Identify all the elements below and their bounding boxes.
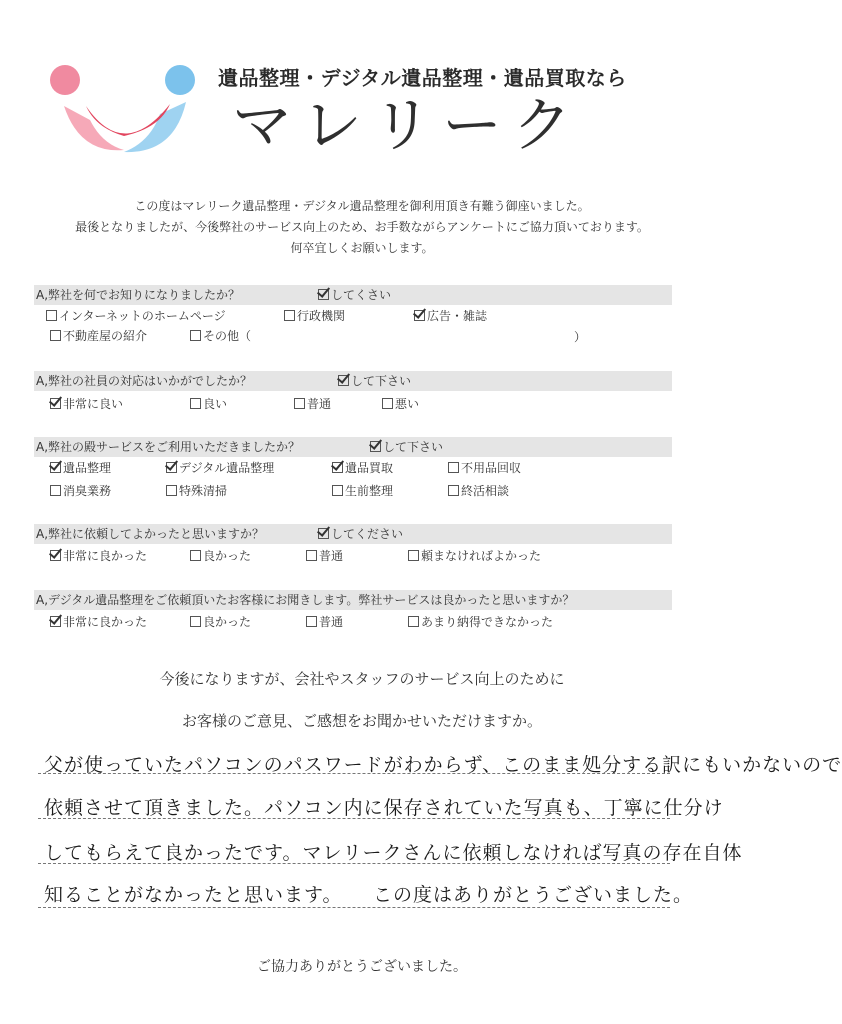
checkbox-icon[interactable]	[306, 616, 317, 627]
q2-option-normal[interactable]: 普通	[294, 396, 331, 412]
comment-line: 知ることがなかったと思います。 この度はありがとうございました。	[44, 884, 693, 906]
q1-option-government[interactable]: 行政機関	[284, 308, 345, 324]
question-3-instruction: して下さい	[370, 437, 443, 457]
checkbox-icon[interactable]	[190, 398, 201, 409]
checkbox-icon[interactable]	[382, 398, 393, 409]
feedback-prompt-line: 今後になりますが、会社やスタッフのサービス向上のために	[159, 670, 565, 688]
checkbox-icon[interactable]	[190, 330, 201, 341]
question-2-instruction: して下さい	[338, 371, 411, 391]
q5-option-good[interactable]: 良かった	[190, 614, 251, 630]
q2-option-very-good[interactable]: 非常に良い	[50, 396, 123, 412]
checkbox-icon[interactable]	[50, 550, 61, 561]
q1-option-other[interactable]: その他（	[190, 328, 251, 344]
feedback-prompt-line: お客様のご意見、ご感想をお聞かせいただけますか。	[181, 712, 542, 730]
checkbox-icon[interactable]	[46, 310, 57, 321]
question-5-text: A,デジタル遺品整理をご依頼頂いたお客様にお聞きします。弊社サービスは良かったと思いますか？	[36, 593, 575, 607]
checkbox-icon[interactable]	[294, 398, 305, 409]
q2-option-bad[interactable]: 悪い	[382, 396, 419, 412]
q4-option-good[interactable]: 良かった	[190, 548, 251, 564]
comment-line: 依頼させて頂きました。パソコン内に保存されていた写真も、丁寧に仕分け	[44, 797, 724, 819]
intro-text	[0, 196, 724, 259]
ruled-line	[38, 907, 670, 908]
ruled-line	[38, 818, 670, 819]
question-1-text: A,弊社を何でお知りになりましたか？	[36, 288, 241, 302]
checkbox-icon	[318, 289, 329, 300]
q1-option-advertising[interactable]: 広告・雑誌	[414, 308, 487, 324]
q1-option-real-estate[interactable]: 不動産屋の紹介	[50, 328, 147, 344]
question-5-header	[34, 590, 672, 610]
q3-option-purchase[interactable]: 遺品買取	[332, 460, 393, 476]
intro-line: この度はマレリーク遺品整理・デジタル遺品整理を御利用頂き有難う御座いました。	[134, 199, 590, 213]
checkbox-icon[interactable]	[414, 310, 425, 321]
checkbox-icon[interactable]	[50, 462, 61, 473]
q1-other-close: ）	[574, 330, 587, 344]
checkbox-icon	[318, 528, 329, 539]
q3-option-end-of-life-consult[interactable]: 終活相談	[448, 483, 509, 499]
checkbox-icon[interactable]	[166, 485, 177, 496]
question-2-text: A,弊社の社員の対応はいかがでしたか？	[36, 374, 253, 388]
question-4-instruction: してください	[318, 524, 403, 544]
checkbox-icon[interactable]	[284, 310, 295, 321]
checkbox-icon[interactable]	[408, 616, 419, 627]
q5-option-not-satisfied[interactable]: あまり納得できなかった	[408, 614, 553, 630]
checkbox-icon[interactable]	[408, 550, 419, 561]
checkbox-icon[interactable]	[306, 550, 317, 561]
checkbox-icon[interactable]	[190, 550, 201, 561]
q3-option-junk-removal[interactable]: 不用品回収	[448, 460, 521, 476]
checkbox-icon[interactable]	[332, 462, 343, 473]
checkbox-icon[interactable]	[50, 330, 61, 341]
question-3-text: A,弊社の殿サービスをご利用いただきましたか？	[36, 440, 301, 454]
checkbox-icon[interactable]	[50, 616, 61, 627]
checkbox-icon[interactable]	[332, 485, 343, 496]
question-4-text: A,弊社に依頼してよかったと思いますか？	[36, 527, 265, 541]
q3-option-estate-clearing[interactable]: 遺品整理	[50, 460, 111, 476]
ruled-line	[38, 773, 670, 774]
checkbox-icon[interactable]	[50, 398, 61, 409]
comment-line: 父が使っていたパソコンのパスワードがわからず、このまま処分する訳にもいかないので	[44, 754, 842, 776]
ruled-line	[38, 863, 670, 864]
q3-option-pre-death-clearing[interactable]: 生前整理	[332, 483, 393, 499]
q5-option-normal[interactable]: 普通	[306, 614, 343, 630]
checkbox-icon[interactable]	[50, 485, 61, 496]
question-4-header	[34, 524, 672, 544]
q1-option-internet[interactable]: インターネットのホームページ	[46, 308, 226, 324]
q4-option-normal[interactable]: 普通	[306, 548, 343, 564]
checkbox-icon[interactable]	[190, 616, 201, 627]
question-1-header	[34, 285, 672, 305]
marereeku-logo	[40, 62, 200, 162]
closing-thanks: ご協力ありがとうございました。	[257, 959, 467, 975]
question-1-instruction: してくさい	[318, 285, 391, 305]
q3-option-digital-estate[interactable]: デジタル遺品整理	[166, 460, 274, 476]
brand-name: マレリーク	[232, 91, 582, 161]
checkbox-icon[interactable]	[448, 462, 459, 473]
q2-option-good[interactable]: 良い	[190, 396, 227, 412]
q3-option-deodorizing[interactable]: 消臭業務	[50, 483, 111, 499]
q3-option-special-cleaning[interactable]: 特殊清掃	[166, 483, 227, 499]
q5-option-very-good[interactable]: 非常に良かった	[50, 614, 147, 630]
checkbox-icon	[338, 375, 349, 386]
checkbox-icon[interactable]	[448, 485, 459, 496]
checkbox-icon[interactable]	[166, 462, 177, 473]
tagline: 遺品整理・デジタル遺品整理・遺品買取なら	[218, 66, 627, 90]
q4-option-very-good[interactable]: 非常に良かった	[50, 548, 147, 564]
checkbox-icon	[370, 441, 381, 452]
intro-line: 何卒宜しくお願いします。	[290, 241, 434, 255]
comment-line: してもらえて良かったです。マレリークさんに依頼しなければ写真の存在自体	[44, 842, 743, 864]
question-3-header	[34, 437, 672, 457]
q4-option-should-not-have[interactable]: 頼まなければよかった	[408, 548, 541, 564]
question-2-header	[34, 371, 672, 391]
intro-line: 最後となりましたが、今後弊社のサービス向上のため、お手数ながらアンケートにご協力頂いております。	[75, 220, 649, 234]
